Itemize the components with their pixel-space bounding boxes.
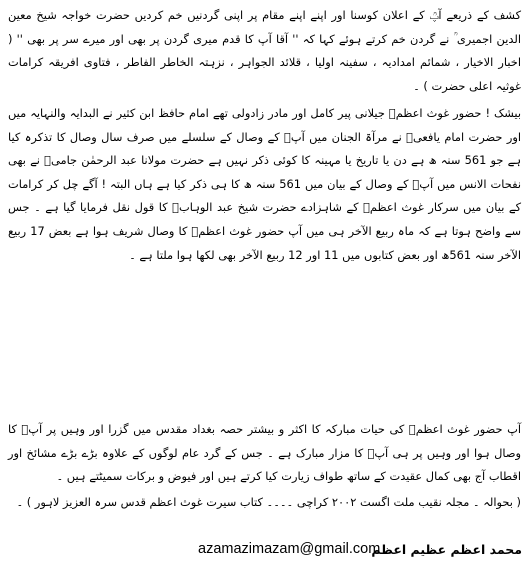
paragraph-3: آپ حضور غوث اعظمؒ کی حیات مبارکہ کا اکثر و بیشتر حصہ بغداد مقدس میں گزرا اور وہیں پر آپؒ کا وصال ہوا اور وہیں پر ہی آپؒ کا مزار مبارک ہے ۔ جس کے گرد عام لوگوں کے علاوہ بڑے بڑے مشائخ اور اقطاب آج بھی کمال عقیدت کے ساتھ طواف زیارت کیا کرتے ہیں اور فیوض و برکات سمیٹتے ہیں ۔ (8, 422, 521, 484)
author-signature: محمد اعظم عظیم اعظم (371, 541, 522, 557)
signature-row (198, 534, 528, 564)
author-email: azamazimazam@gmail.com (198, 541, 381, 557)
paragraph-1: کشف کے ذریعے آپؒ کے اعلان کوسنا اور اپنے اپنے مقام پر اپنی گردنیں خم کردیں حضرت خواجہ شیخ معین الدین اجمیری ؒ نے گردن خم کرتے ہوئے کہا کہ '' آقا آپ کا قدم میری گردن پر بھی اور میرے سر پر بھی '' ( اخبار الاخیار ، شمائم امدادیہ ، سفینہ اولیا ، قلائد الجواہر ، نزہتہ الخاطر الفاطر ، فتاوی افریقہ کرامات غوثیہ اعلی حضرت ) ۔ (8, 8, 521, 93)
paragraph-2: بیشک ! حضور غوث اعظمؒ جیلانی پیر کامل اور مادر زادولی تھے امام حافظ ابن کثیر نے البدایہ والنہایہ میں اور حضرت امام یافعیؒ نے مرآۃ الجنان میں آپؒ کے وصال کے سلسلے میں صرف سال وصال کا تذکرہ کیا ہے جو 561 سنہ ھ ہے دن یا تاریخ یا مہینہ کا کوئی ذکر نہیں ہے حضرت مولانا عبد الرحمٰن جامیؒ نے بھی نفحات الانس میں آپؒ کے وصال کے بیان میں 561 سنہ ھ کا ہی ذکر کیا ہے ہاں البتہ ! آگے چل کر کرامات کے بیان میں سرکار غوث اعظمؒ کے شاہزادے حضرت شیخ عبد الوہابؒ کا قول نقل فرمایا گیا ہے ۔ جس سے واضح ہوتا ہے کہ ماہ ربیع الآخر ہی میں آپ حضور غوث اعظمؒ کا وصال شریف ہوا ہے بعض 17 ربیع الآخر سنہ 561ھ اور بعض کتابوں میں 11 اور 12 ربیع الآخر بھی لکھا ہوا ملتا ہے ۔ (8, 106, 521, 262)
reference-paragraph: ( بحوالہ ۔ مجلہ نقیب ملت اگست ۲۰۰۲ کراچی ۔۔۔۔ کتاب سیرت غوث اعظم قدس سرہ العزیز لاہور ) ۔ (16, 495, 521, 509)
